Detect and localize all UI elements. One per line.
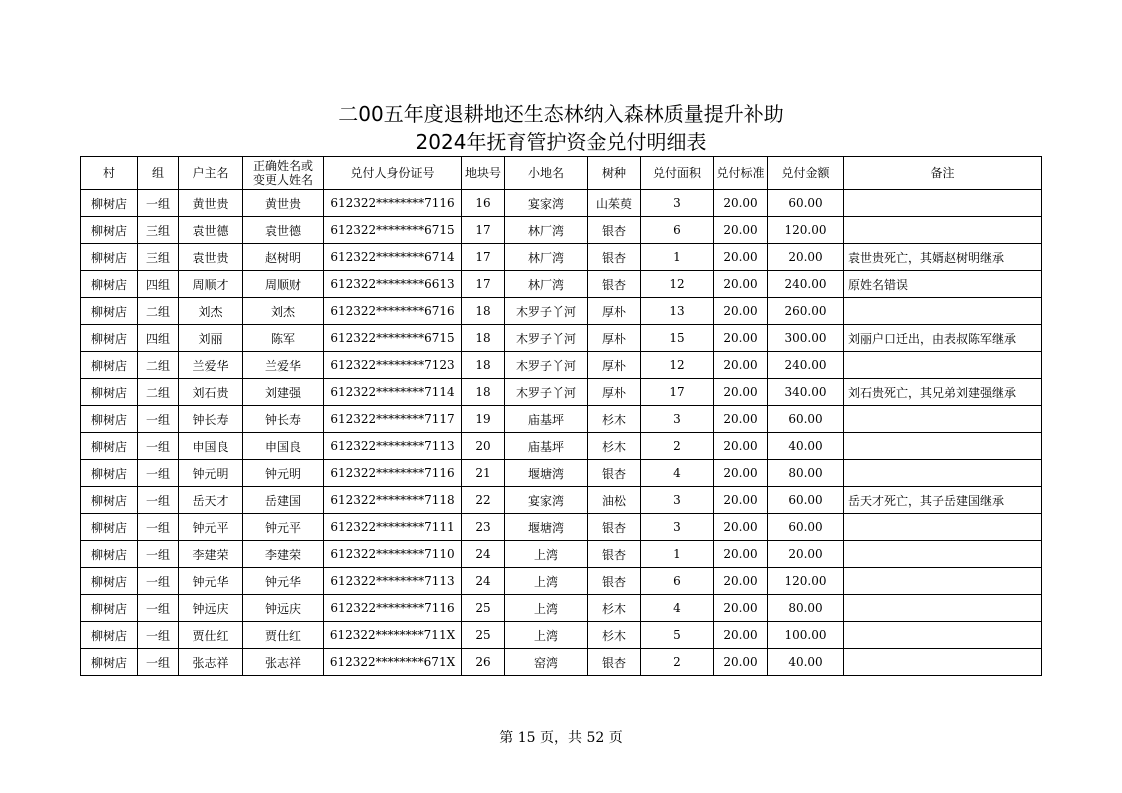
cell-standard: 20.00 [714, 244, 768, 271]
cell-householder: 申国良 [179, 433, 243, 460]
cell-area: 1 [641, 541, 714, 568]
header-standard: 兑付标准 [714, 157, 768, 190]
cell-area: 1 [641, 244, 714, 271]
cell-plot-number: 18 [462, 298, 505, 325]
cell-correct-name: 袁世德 [243, 217, 324, 244]
cell-id-number: 612322********6714 [324, 244, 462, 271]
table-row [81, 514, 1042, 541]
cell-standard: 20.00 [714, 487, 768, 514]
cell-correct-name: 黄世贵 [243, 190, 324, 217]
cell-remarks: 刘丽户口迁出，由表叔陈军继承 [844, 325, 1042, 352]
cell-remarks [844, 433, 1042, 460]
cell-standard: 20.00 [714, 379, 768, 406]
cell-id-number: 612322********7116 [324, 190, 462, 217]
cell-amount: 100.00 [768, 622, 844, 649]
cell-area: 4 [641, 595, 714, 622]
table-row [81, 487, 1042, 514]
cell-village: 柳树店 [81, 217, 138, 244]
cell-id-number: 612322********7113 [324, 568, 462, 595]
cell-village: 柳树店 [81, 649, 138, 676]
cell-id-number: 612322********7123 [324, 352, 462, 379]
cell-tree-species: 银杏 [588, 649, 641, 676]
payment-detail-table [80, 156, 1042, 676]
header-correct-name [243, 157, 324, 190]
cell-group: 一组 [138, 541, 179, 568]
cell-group: 一组 [138, 622, 179, 649]
cell-standard: 20.00 [714, 217, 768, 244]
document-title-line-1: 二00五年度退耕地还生态林纳入森林质量提升补助 [338, 102, 784, 126]
cell-remarks [844, 406, 1042, 433]
cell-correct-name: 周顺财 [243, 271, 324, 298]
cell-tree-species: 厚朴 [588, 298, 641, 325]
cell-village: 柳树店 [81, 244, 138, 271]
cell-place-name: 宴家湾 [505, 190, 588, 217]
header-householder: 户主名 [179, 157, 243, 190]
header-place-name: 小地名 [505, 157, 588, 190]
cell-group: 二组 [138, 298, 179, 325]
cell-standard: 20.00 [714, 568, 768, 595]
cell-standard: 20.00 [714, 541, 768, 568]
cell-plot-number: 18 [462, 352, 505, 379]
cell-amount: 20.00 [768, 541, 844, 568]
cell-amount: 60.00 [768, 514, 844, 541]
cell-householder: 钟元华 [179, 568, 243, 595]
cell-id-number: 612322********711X [324, 622, 462, 649]
cell-place-name: 木罗子丫河 [505, 352, 588, 379]
cell-village: 柳树店 [81, 622, 138, 649]
cell-standard: 20.00 [714, 298, 768, 325]
cell-correct-name: 赵树明 [243, 244, 324, 271]
cell-amount: 60.00 [768, 487, 844, 514]
cell-householder: 周顺才 [179, 271, 243, 298]
cell-correct-name: 钟元明 [243, 460, 324, 487]
cell-group: 一组 [138, 568, 179, 595]
cell-tree-species: 杉木 [588, 622, 641, 649]
cell-area: 12 [641, 271, 714, 298]
cell-group: 四组 [138, 271, 179, 298]
table-row [81, 406, 1042, 433]
cell-place-name: 堰塘湾 [505, 460, 588, 487]
cell-place-name: 庙基坪 [505, 433, 588, 460]
cell-id-number: 612322********7111 [324, 514, 462, 541]
cell-householder: 张志祥 [179, 649, 243, 676]
cell-plot-number: 24 [462, 568, 505, 595]
cell-remarks [844, 568, 1042, 595]
cell-tree-species: 银杏 [588, 568, 641, 595]
cell-householder: 刘丽 [179, 325, 243, 352]
cell-standard: 20.00 [714, 271, 768, 298]
header-id-number: 兑付人身份证号 [324, 157, 462, 190]
header-village: 村 [81, 157, 138, 190]
cell-householder: 李建荣 [179, 541, 243, 568]
cell-householder: 岳天才 [179, 487, 243, 514]
cell-place-name: 庙基坪 [505, 406, 588, 433]
cell-village: 柳树店 [81, 460, 138, 487]
cell-place-name: 林厂湾 [505, 271, 588, 298]
cell-correct-name: 钟元平 [243, 514, 324, 541]
cell-remarks [844, 649, 1042, 676]
cell-tree-species: 杉木 [588, 433, 641, 460]
cell-correct-name: 刘建强 [243, 379, 324, 406]
cell-amount: 40.00 [768, 433, 844, 460]
cell-group: 一组 [138, 406, 179, 433]
cell-place-name: 林厂湾 [505, 217, 588, 244]
cell-id-number: 612322********6716 [324, 298, 462, 325]
cell-standard: 20.00 [714, 406, 768, 433]
cell-plot-number: 26 [462, 649, 505, 676]
cell-group: 一组 [138, 595, 179, 622]
cell-remarks [844, 298, 1042, 325]
cell-tree-species: 山茱萸 [588, 190, 641, 217]
cell-amount: 40.00 [768, 649, 844, 676]
cell-group: 二组 [138, 352, 179, 379]
cell-plot-number: 22 [462, 487, 505, 514]
cell-householder: 刘石贵 [179, 379, 243, 406]
cell-remarks [844, 352, 1042, 379]
cell-householder: 贾仕红 [179, 622, 243, 649]
cell-id-number: 612322********7110 [324, 541, 462, 568]
table-row [81, 244, 1042, 271]
table-row [81, 325, 1042, 352]
cell-area: 2 [641, 433, 714, 460]
table-row [81, 460, 1042, 487]
cell-tree-species: 银杏 [588, 217, 641, 244]
cell-plot-number: 17 [462, 217, 505, 244]
cell-group: 一组 [138, 649, 179, 676]
cell-area: 15 [641, 325, 714, 352]
cell-area: 6 [641, 217, 714, 244]
cell-correct-name: 贾仕红 [243, 622, 324, 649]
cell-amount: 240.00 [768, 271, 844, 298]
cell-group: 一组 [138, 460, 179, 487]
cell-correct-name: 李建荣 [243, 541, 324, 568]
cell-correct-name: 张志祥 [243, 649, 324, 676]
header-correct-name-text: 正确姓名或 变更人姓名 [252, 159, 313, 187]
cell-area: 6 [641, 568, 714, 595]
cell-remarks [844, 514, 1042, 541]
cell-tree-species: 厚朴 [588, 352, 641, 379]
cell-group: 三组 [138, 244, 179, 271]
cell-tree-species: 杉木 [588, 595, 641, 622]
cell-place-name: 林厂湾 [505, 244, 588, 271]
cell-remarks: 原姓名错误 [844, 271, 1042, 298]
cell-id-number: 612322********7113 [324, 433, 462, 460]
cell-tree-species: 厚朴 [588, 379, 641, 406]
cell-standard: 20.00 [714, 595, 768, 622]
page-number-footer: 第 15 页，共 52 页 [499, 730, 623, 746]
cell-plot-number: 19 [462, 406, 505, 433]
cell-village: 柳树店 [81, 487, 138, 514]
cell-householder: 钟元明 [179, 460, 243, 487]
cell-group: 二组 [138, 379, 179, 406]
cell-householder: 刘杰 [179, 298, 243, 325]
cell-place-name: 窑湾 [505, 649, 588, 676]
cell-plot-number: 17 [462, 244, 505, 271]
table-row [81, 622, 1042, 649]
cell-village: 柳树店 [81, 271, 138, 298]
cell-remarks: 刘石贵死亡，其兄弟刘建强继承 [844, 379, 1042, 406]
cell-householder: 钟远庆 [179, 595, 243, 622]
cell-householder: 袁世德 [179, 217, 243, 244]
cell-standard: 20.00 [714, 433, 768, 460]
cell-plot-number: 23 [462, 514, 505, 541]
cell-plot-number: 16 [462, 190, 505, 217]
cell-amount: 20.00 [768, 244, 844, 271]
cell-place-name: 木罗子丫河 [505, 325, 588, 352]
cell-correct-name: 陈军 [243, 325, 324, 352]
cell-group: 四组 [138, 325, 179, 352]
table-row [81, 379, 1042, 406]
cell-correct-name: 兰爱华 [243, 352, 324, 379]
cell-place-name: 上湾 [505, 568, 588, 595]
cell-amount: 80.00 [768, 595, 844, 622]
cell-tree-species: 银杏 [588, 460, 641, 487]
cell-correct-name: 申国良 [243, 433, 324, 460]
cell-area: 3 [641, 487, 714, 514]
cell-place-name: 上湾 [505, 622, 588, 649]
cell-place-name: 木罗子丫河 [505, 298, 588, 325]
cell-amount: 60.00 [768, 406, 844, 433]
cell-group: 一组 [138, 514, 179, 541]
cell-amount: 60.00 [768, 190, 844, 217]
cell-amount: 340.00 [768, 379, 844, 406]
cell-id-number: 612322********7114 [324, 379, 462, 406]
cell-plot-number: 20 [462, 433, 505, 460]
cell-village: 柳树店 [81, 433, 138, 460]
cell-group: 一组 [138, 190, 179, 217]
cell-place-name: 上湾 [505, 595, 588, 622]
cell-correct-name: 岳建国 [243, 487, 324, 514]
table-header-row [81, 157, 1042, 190]
table-row [81, 217, 1042, 244]
cell-tree-species: 银杏 [588, 541, 641, 568]
cell-village: 柳树店 [81, 568, 138, 595]
cell-area: 5 [641, 622, 714, 649]
cell-plot-number: 17 [462, 271, 505, 298]
cell-remarks [844, 622, 1042, 649]
cell-group: 一组 [138, 487, 179, 514]
header-tree-species: 树种 [588, 157, 641, 190]
table-row [81, 568, 1042, 595]
cell-group: 一组 [138, 433, 179, 460]
cell-remarks: 岳天才死亡，其子岳建国继承 [844, 487, 1042, 514]
cell-id-number: 612322********7116 [324, 595, 462, 622]
cell-remarks: 袁世贵死亡，其婿赵树明继承 [844, 244, 1042, 271]
cell-householder: 袁世贵 [179, 244, 243, 271]
cell-area: 17 [641, 379, 714, 406]
cell-tree-species: 杉木 [588, 406, 641, 433]
cell-area: 3 [641, 190, 714, 217]
cell-amount: 260.00 [768, 298, 844, 325]
cell-standard: 20.00 [714, 460, 768, 487]
table-row [81, 271, 1042, 298]
cell-plot-number: 25 [462, 622, 505, 649]
cell-standard: 20.00 [714, 514, 768, 541]
cell-remarks [844, 541, 1042, 568]
cell-amount: 120.00 [768, 217, 844, 244]
cell-id-number: 612322********6715 [324, 325, 462, 352]
cell-householder: 钟元平 [179, 514, 243, 541]
cell-correct-name: 钟长寿 [243, 406, 324, 433]
cell-tree-species: 银杏 [588, 271, 641, 298]
cell-area: 2 [641, 649, 714, 676]
document-title-line-2: 2024年抚育管护资金兑付明细表 [415, 130, 707, 154]
cell-id-number: 612322********671X [324, 649, 462, 676]
cell-id-number: 612322********6715 [324, 217, 462, 244]
cell-plot-number: 25 [462, 595, 505, 622]
cell-tree-species: 油松 [588, 487, 641, 514]
cell-remarks [844, 595, 1042, 622]
cell-amount: 240.00 [768, 352, 844, 379]
cell-plot-number: 18 [462, 325, 505, 352]
cell-tree-species: 银杏 [588, 244, 641, 271]
cell-correct-name: 钟元华 [243, 568, 324, 595]
cell-householder: 钟长寿 [179, 406, 243, 433]
cell-village: 柳树店 [81, 406, 138, 433]
cell-area: 3 [641, 406, 714, 433]
cell-plot-number: 21 [462, 460, 505, 487]
cell-householder: 黄世贵 [179, 190, 243, 217]
cell-standard: 20.00 [714, 352, 768, 379]
cell-amount: 300.00 [768, 325, 844, 352]
table-row [81, 649, 1042, 676]
cell-amount: 120.00 [768, 568, 844, 595]
cell-remarks [844, 217, 1042, 244]
cell-standard: 20.00 [714, 622, 768, 649]
table-row [81, 433, 1042, 460]
cell-amount: 80.00 [768, 460, 844, 487]
cell-place-name: 木罗子丫河 [505, 379, 588, 406]
cell-correct-name: 刘杰 [243, 298, 324, 325]
header-remarks: 备注 [844, 157, 1042, 190]
cell-householder: 兰爱华 [179, 352, 243, 379]
table-row [81, 595, 1042, 622]
cell-plot-number: 24 [462, 541, 505, 568]
cell-village: 柳树店 [81, 595, 138, 622]
header-area: 兑付面积 [641, 157, 714, 190]
cell-village: 柳树店 [81, 352, 138, 379]
cell-place-name: 上湾 [505, 541, 588, 568]
header-amount: 兑付金额 [768, 157, 844, 190]
cell-village: 柳树店 [81, 298, 138, 325]
cell-group: 三组 [138, 217, 179, 244]
cell-id-number: 612322********7118 [324, 487, 462, 514]
cell-area: 4 [641, 460, 714, 487]
cell-place-name: 宴家湾 [505, 487, 588, 514]
cell-tree-species: 厚朴 [588, 325, 641, 352]
table-row [81, 541, 1042, 568]
cell-tree-species: 银杏 [588, 514, 641, 541]
header-group: 组 [138, 157, 179, 190]
cell-id-number: 612322********6613 [324, 271, 462, 298]
cell-place-name: 堰塘湾 [505, 514, 588, 541]
cell-village: 柳树店 [81, 514, 138, 541]
cell-remarks [844, 460, 1042, 487]
cell-correct-name: 钟远庆 [243, 595, 324, 622]
cell-standard: 20.00 [714, 325, 768, 352]
table-row [81, 190, 1042, 217]
cell-village: 柳树店 [81, 190, 138, 217]
cell-plot-number: 18 [462, 379, 505, 406]
cell-area: 12 [641, 352, 714, 379]
cell-remarks [844, 190, 1042, 217]
cell-area: 13 [641, 298, 714, 325]
cell-area: 3 [641, 514, 714, 541]
table-row [81, 352, 1042, 379]
cell-village: 柳树店 [81, 379, 138, 406]
cell-id-number: 612322********7117 [324, 406, 462, 433]
cell-standard: 20.00 [714, 649, 768, 676]
cell-village: 柳树店 [81, 325, 138, 352]
header-plot-number: 地块号 [462, 157, 505, 190]
cell-id-number: 612322********7116 [324, 460, 462, 487]
cell-village: 柳树店 [81, 541, 138, 568]
cell-standard: 20.00 [714, 190, 768, 217]
table-row [81, 298, 1042, 325]
